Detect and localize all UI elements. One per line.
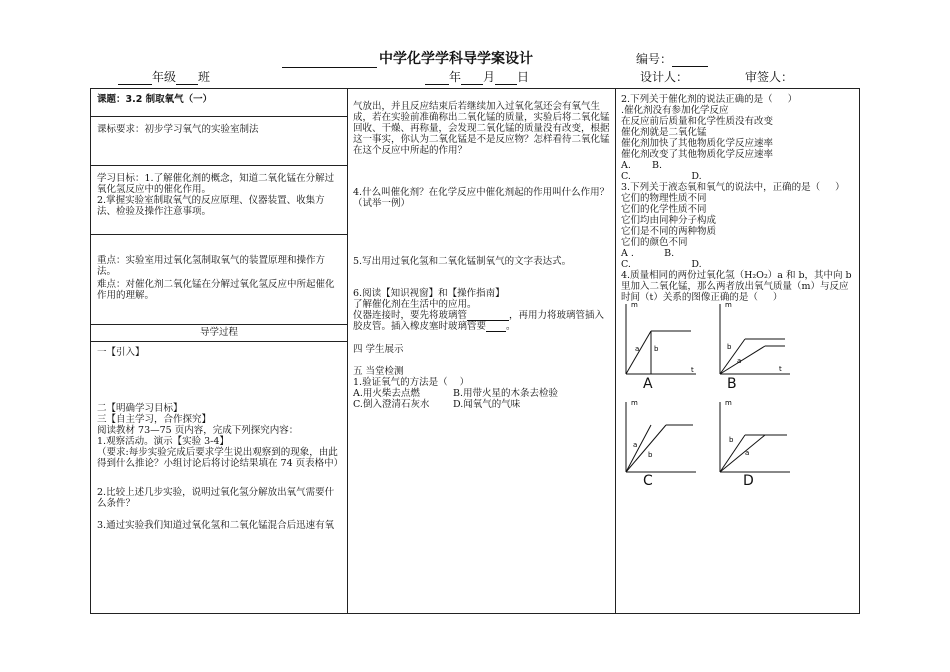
q2-statement-3: 催化剂就是二氧化锰 xyxy=(621,127,707,138)
test-1-option-d: D.闻氧气的气味 xyxy=(453,399,521,410)
graph-a-label: A xyxy=(643,376,653,392)
q2-options-cd: C. D. xyxy=(621,171,702,182)
goals-clear: 二【明确学习目标】 xyxy=(97,403,183,414)
column-divider xyxy=(347,89,348,613)
question-2: 2.比较上述几步实验，说明过氧化氢分解放出氧气需要什么条件？ xyxy=(97,487,335,509)
q2-statement-4: 催化剂加快了其他物质化学反应速率 xyxy=(621,138,774,149)
q2-statement-1: .催化剂没有参加化学反应 xyxy=(621,105,729,116)
test-1-option-b: B.用带火星的木条去检验 xyxy=(453,388,559,399)
page-title: 中学化学学科导学案设计 xyxy=(282,48,533,68)
row-divider xyxy=(91,324,347,325)
row-divider xyxy=(91,165,347,166)
school-blank xyxy=(282,55,377,68)
question-6b: 仪器连接时，要先将玻璃管 ，再用力将玻璃管插入胶皮管。插入橡皮塞时玻璃管要 。 xyxy=(353,310,605,332)
curve-b-label: b xyxy=(654,345,659,353)
curve-b-label: b xyxy=(729,436,734,444)
class-test: 五 当堂检测 xyxy=(353,366,404,377)
student-show: 四 学生展示 xyxy=(353,344,404,355)
q2-statement-2: 在反应前后质量和化学性质没有改变 xyxy=(621,116,774,127)
question-6: 6.阅读【知识视窗】和【操作指南】 xyxy=(353,288,505,299)
q3-statement-1: 它们的物理性质不同 xyxy=(621,193,707,204)
test-1-option-a: A.用火柴去点燃 xyxy=(353,388,420,399)
code-field: 编号： xyxy=(636,50,708,67)
axis-m-label: m xyxy=(631,301,638,309)
lesson-table xyxy=(90,88,860,614)
q2-statement-5: 催化剂改变了其他物质化学反应速率 xyxy=(621,149,774,160)
test-1: 1.验证氧气的方法是（ ） xyxy=(353,377,470,388)
question-6a: 了解催化剂在生活中的应用。 xyxy=(353,299,477,310)
question-4: 4.质量相同的两份过氧化氢（H₂O₂）a 和 b，其中向 b 里加入二氧化锰，那么两者放出氧气质量（m）与反应时间（t）关系的图像正确的是（ ） xyxy=(621,270,855,303)
designer-field: 设计人： xyxy=(640,70,689,84)
q2-options-ab: A. B. xyxy=(621,160,663,171)
self-study: 三【自主学习，合作探究】 xyxy=(97,414,212,425)
key-point: 重点：实验室用过氧化氢制取氧气的装置原理和操作方法。 xyxy=(97,255,326,277)
curve-b-label: b xyxy=(648,451,653,459)
question-3: 3.通过实验我们知道过氧化氢和二氧化锰混合后迅速有氧 xyxy=(97,520,335,531)
goal-1: 学习目标：1.了解催化剂的概念，知道二氧化锰在分解过氧化氢反应中的催化作用。 xyxy=(97,173,335,195)
q3-statement-4: 它们是不同的两种物质 xyxy=(621,226,717,237)
row-divider xyxy=(91,341,347,342)
goal-2: 2.掌握实验室制取氧气的反应原理、仪器装置、收集方法、检验及操作注意事项。 xyxy=(97,195,325,217)
curve-a-label: a xyxy=(635,345,640,353)
observe: 1.观察活动。演示【实验 3-4】 xyxy=(97,436,229,447)
question-2: 2.下列关于催化剂的说法正确的是（ ） xyxy=(621,94,798,105)
curve-a-label: a xyxy=(745,449,750,457)
q3-statement-2: 它们的化学性质不同 xyxy=(621,204,707,215)
column-divider xyxy=(615,89,616,613)
topic: 课题：3.2 制取氧气（一） xyxy=(97,94,213,105)
q3-options-cd: C. D. xyxy=(621,259,702,270)
question-4: 4.什么叫催化剂？在化学反应中催化剂起的作用叫什么作用？（试举一例） xyxy=(353,187,610,209)
row-divider xyxy=(91,116,347,117)
axis-t-label: t xyxy=(691,366,694,374)
q3-statement-5: 它们的颜色不同 xyxy=(621,237,688,248)
intro: 一【引入】 xyxy=(97,347,145,358)
graph-c xyxy=(621,397,701,477)
graph-a xyxy=(621,299,701,379)
axis-m-label: m xyxy=(631,399,638,407)
graph-b-label: B xyxy=(727,376,737,392)
question-3-cont: 气放出，并且反应结束后若继续加入过氧化氢还会有氧气生成，若在实验前准确称出二氧化锰的质量，实验后将二氧化锰回收、干燥、再称量，会发现二氧化锰的质量没有改变，根据这一事实，你认为二氧化锰是不是反应物？怎样看待二氧化锰在这个反应中所起的作用？ xyxy=(353,101,610,156)
difficulty: 难点：对催化剂二氧化锰在分解过氧化氢反应中所起催化作用的理解。 xyxy=(97,279,335,301)
graph-b xyxy=(715,299,795,379)
curve-a-label: a xyxy=(737,357,742,365)
process-heading: 导学过程 xyxy=(199,327,238,338)
curve-b-label: b xyxy=(727,343,732,351)
q3-options-ab: A . B. xyxy=(621,248,675,259)
row-divider xyxy=(91,234,347,235)
test-1-option-c: C.倒入澄清石灰水 xyxy=(353,399,430,410)
q3-statement-3: 它们均由同种分子构成 xyxy=(621,215,717,226)
requirement: 课标要求：初步学习氧气的实验室制法 xyxy=(97,124,259,135)
axis-t-label: t xyxy=(779,365,782,373)
graph-d-label: D xyxy=(743,473,754,489)
grade-class-field: 年级 班 xyxy=(118,68,210,85)
date-field: 年 月 日 xyxy=(425,68,529,85)
reviewer-field: 审签人： xyxy=(745,70,794,84)
graph-c-label: C xyxy=(643,473,653,489)
axis-m-label: m xyxy=(725,399,732,407)
curve-a-label: a xyxy=(633,441,638,449)
question-3: 3.下列关于液态氧和氧气的说法中，正确的是（ ） xyxy=(621,182,845,193)
observe-requirement: （要求:每步实验完成后要求学生说出观察到的现象，由此得到什么推论？小组讨论后将讨论结果填在 74 页表格中） xyxy=(97,447,344,469)
question-5: 5.写出用过氧化氢和二氧化锰制氧气的文字表达式。 xyxy=(353,256,572,267)
axis-m-label: m xyxy=(725,301,732,309)
read-instruction: 阅读教材 73—75 页内容，完成下列探究内容： xyxy=(97,425,299,436)
graph-d xyxy=(715,397,795,477)
